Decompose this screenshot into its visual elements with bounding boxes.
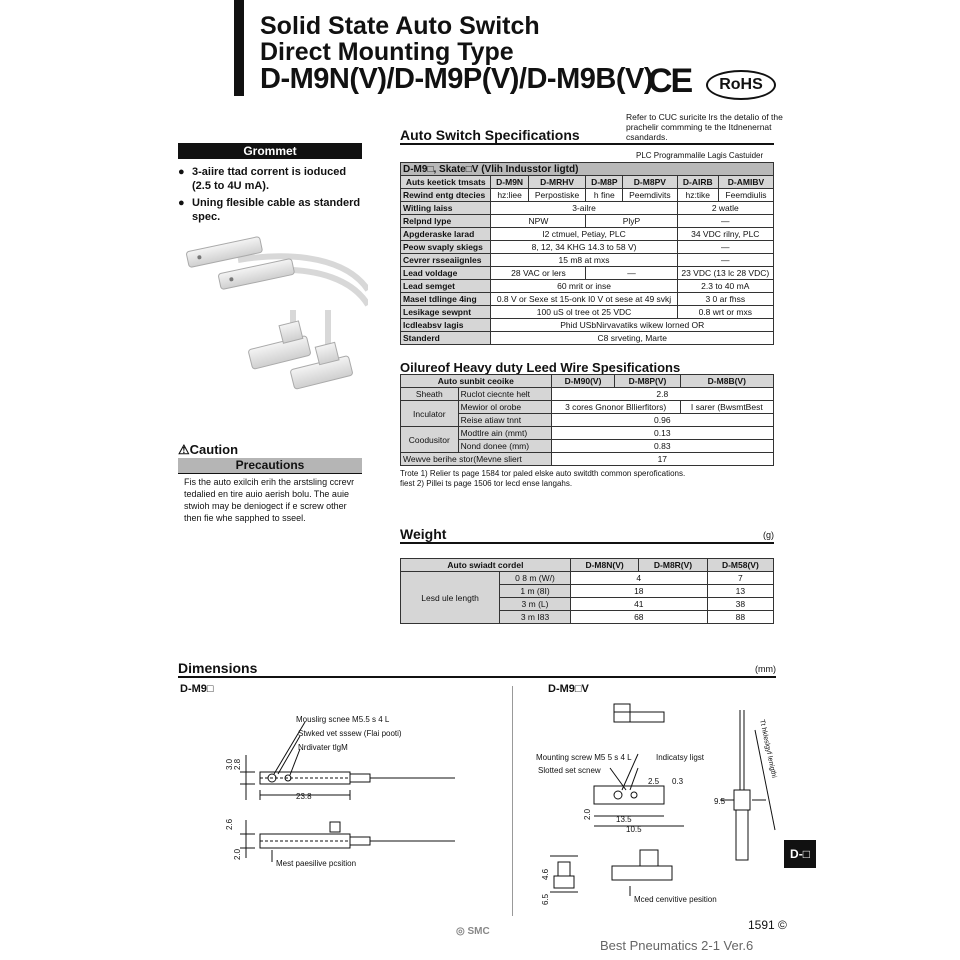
annot-h4: 2.0 — [233, 848, 242, 860]
product-photo — [178, 230, 368, 430]
note-1: Trote 1) Relier ts page 1584 tor paled elske auto switdth common sperofications. — [400, 469, 686, 478]
table-cell: 100 uS ol tree ot 25 VDC — [491, 306, 677, 319]
annot-most-sensitive-v: Mced cenvitive pesition — [634, 895, 717, 904]
dimensions-unit: (mm) — [755, 664, 776, 674]
table-cell: PlyP — [586, 215, 677, 228]
dimensions-divider — [512, 686, 513, 916]
table-title: D-M9□, Skate□V (Vlih Indusstor ligtd) — [401, 163, 774, 176]
specs-table — [400, 162, 774, 345]
table-row — [401, 306, 774, 319]
annot-mounting-v: Mounting screw M5 5 s 4 L — [536, 753, 632, 762]
table-cell: Perpostiske — [528, 189, 586, 202]
table-cell: 88 — [707, 611, 773, 624]
table-row — [401, 215, 774, 228]
row-group: Coodusitor — [401, 427, 459, 453]
table-row — [401, 280, 774, 293]
row-label: Apgderaske larad — [401, 228, 491, 241]
table-cell: — — [677, 215, 773, 228]
table-row — [401, 401, 774, 414]
table-row — [401, 319, 774, 332]
page-title — [260, 14, 653, 95]
row-label: Mewior ol orobe — [458, 401, 551, 414]
annot-h2: 2.8 — [233, 758, 242, 770]
column-header: D-M90(V) — [551, 375, 615, 388]
row-label: Ruclot ciecnte helt — [458, 388, 551, 401]
column-header: Auto swiadt cordel — [401, 559, 571, 572]
annot-indicator: Nrdivater tlgM — [298, 743, 348, 752]
caution-text: Fis the auto exilcih erih the arstsling ccrevr tedalied en tire auio aerish bolu. The auie stwioh may be deniogect if e screw other then fie whe sapphed to sseel. — [184, 477, 355, 523]
table-cell: Peemdivits — [623, 189, 677, 202]
row-label: Nond donee (mm) — [458, 440, 551, 453]
row-label: Standerd — [401, 332, 491, 345]
table-cell: C8 srveting, Marte — [491, 332, 774, 345]
drawing-d-m9v — [530, 690, 780, 910]
column-header: D-M8B(V) — [680, 375, 773, 388]
table-cell: — — [677, 254, 773, 267]
annot-dim-25: 2.5 — [648, 777, 660, 786]
table-row — [401, 332, 774, 345]
heavy-duty-heading-text: Oilureof Heavy duty Leed Wire Spesifications — [400, 360, 681, 375]
dimensions-heading — [178, 660, 776, 678]
drawing-d-m9 — [210, 700, 500, 880]
column-header: D-AMIBV — [718, 176, 773, 189]
specs-heading-text: Auto Switch Specifications — [400, 127, 580, 143]
table-cell: 7 — [707, 572, 773, 585]
table-cell: 0.13 — [551, 427, 773, 440]
annot-slotted-v: Slotted set scnew — [538, 766, 601, 775]
table-cell: 8, 12, 34 KHG 14.3 to 58 V) — [491, 241, 677, 254]
annot-dim-105: 10.5 — [626, 825, 642, 834]
table-row — [401, 427, 774, 440]
row-label: Lead semget — [401, 280, 491, 293]
dim-right-label: D-M9□V — [548, 683, 589, 695]
caution-heading: ⚠Caution — [178, 442, 239, 457]
table-cell: 38 — [707, 598, 773, 611]
annot-slotted: Stwked vet sssew (Flai pooti) — [298, 729, 402, 738]
table-cell: 60 mrit or inse — [491, 280, 677, 293]
specs-heading — [400, 127, 774, 145]
brand-logo — [456, 926, 490, 937]
bullet-item: ● Uning flesible cable as standerd spec. — [178, 196, 368, 224]
annot-mounting: Mouslirg scnee M5.5 s 4 L — [296, 715, 390, 724]
table-cell: NPW — [491, 215, 586, 228]
table-row — [401, 228, 774, 241]
annot-h1: 3.0 — [225, 758, 234, 770]
title-line-2: Direct Mounting Type — [260, 37, 514, 66]
table-row — [401, 293, 774, 306]
table-row — [401, 453, 774, 466]
heavy-duty-table — [400, 374, 774, 466]
annot-h3: 2.6 — [225, 818, 234, 830]
rohs-badge: RoHS — [706, 70, 776, 100]
row-label: Masel tdlinge 4ing — [401, 293, 491, 306]
refer-note: Refer to CUC suricite lrs the detalio of the prachelir commming te the Itdnenernat csandards. — [626, 112, 783, 142]
plc-note: PLC Programmalile Lagis Castuider — [636, 151, 764, 160]
row-label: Lead voldage — [401, 267, 491, 280]
table-row — [401, 572, 774, 585]
weight-heading — [400, 526, 774, 544]
row-label: 3 m I83 — [500, 611, 571, 624]
table-cell: hz:tike — [677, 189, 718, 202]
table-cell: h fine — [586, 189, 623, 202]
table-row — [401, 254, 774, 267]
table-cell: 34 VDC rilny, PLC — [677, 228, 773, 241]
column-header: D-M9N — [491, 176, 528, 189]
row-label: Relpnd lype — [401, 215, 491, 228]
table-notes — [400, 469, 685, 489]
page-number: 1591 © — [748, 918, 787, 932]
annot-cable: Tt hkleslgyf lenigthi — [758, 718, 778, 779]
table-cell: — — [586, 267, 677, 280]
table-cell: Feemdiulis — [718, 189, 773, 202]
table-cell: 3-ailre — [491, 202, 677, 215]
dim-left-label: D-M9□ — [180, 683, 214, 695]
column-header: D-M58(V) — [707, 559, 773, 572]
column-header: D-M8P — [586, 176, 623, 189]
table-cell: 68 — [570, 611, 707, 624]
table-cell: 41 — [570, 598, 707, 611]
table-row — [401, 375, 774, 388]
column-header: D-AIRB — [677, 176, 718, 189]
row-group: Lesd ule length — [401, 572, 500, 624]
row-group: Sheath — [401, 388, 459, 401]
table-cell: 2 watle — [677, 202, 773, 215]
table-cell: hz:liee — [491, 189, 528, 202]
annot-dim-135: 13.5 — [616, 815, 632, 824]
row-label: Icdleabsv lagis — [401, 319, 491, 332]
table-cell: I sarer (BwsmtBest — [680, 401, 773, 414]
row-label: Cevrer rsseaiignles — [401, 254, 491, 267]
table-cell: 2.8 — [551, 388, 773, 401]
brand-text: SMC — [467, 926, 490, 937]
table-row — [401, 388, 774, 401]
dimensions-heading-text: Dimensions — [178, 660, 258, 676]
row-label: 3 m (L) — [500, 598, 571, 611]
table-cell: — — [677, 241, 773, 254]
annot-side-a: 4.6 — [541, 868, 550, 880]
bullet-item: ● 3-aiire ttad corrent is ioduced (2.5 to 4U mA). — [178, 165, 368, 193]
table-cell: 13 — [707, 585, 773, 598]
annot-dim-95: 9.5 — [714, 797, 726, 806]
row-label: Modtlre ain (mmt) — [458, 427, 551, 440]
title-line-1: Solid State Auto Switch — [260, 12, 540, 40]
grommet-bullets — [178, 165, 368, 227]
table-cell: 15 m8 at mxs — [491, 254, 677, 267]
row-group: Wewve berihe stor(Mevne sliert — [401, 453, 552, 466]
weight-heading-text: Weight — [400, 526, 447, 542]
column-header: D-M8N(V) — [570, 559, 638, 572]
row-label: Peow svaply skiegs — [401, 241, 491, 254]
table-row — [401, 189, 774, 202]
table-row — [401, 163, 774, 176]
weight-table — [400, 558, 774, 624]
table-cell: 0.83 — [551, 440, 773, 453]
annot-most-sensitive: Mest paesilive pcsition — [276, 859, 357, 868]
table-cell: I2 ctmuel, Petiay, PLC — [491, 228, 677, 241]
table-cell: 17 — [551, 453, 773, 466]
edition-footer: Best Pneumatics 2-1 Ver.6 — [600, 938, 754, 953]
ce-mark: CE — [648, 62, 692, 100]
section-tab: D-□ — [784, 840, 816, 868]
table-row — [401, 176, 774, 189]
note-2: fiest 2) Pillei ts page 1506 tor lecd ense langahs. — [400, 479, 573, 488]
precautions-heading: Precautions — [178, 458, 362, 474]
row-label: 1 m (8I) — [500, 585, 571, 598]
column-header: D-M8R(V) — [639, 559, 707, 572]
smc-logo-icon: ◎ — [456, 926, 465, 937]
table-cell: 0.8 V or Sexe st 15-onk I0 V ot sese at 49 svkj — [491, 293, 677, 306]
table-row — [401, 241, 774, 254]
table-cell: 2.3 to 40 mA — [677, 280, 773, 293]
table-cell: 18 — [570, 585, 707, 598]
title-accent-bar — [234, 0, 244, 96]
table-cell: 0.96 — [551, 414, 773, 427]
table-cell: 3 0 ar fhss — [677, 293, 773, 306]
annot-side-b: 6.5 — [541, 893, 550, 905]
table-cell: 0.8 wrt or mxs — [677, 306, 773, 319]
annot-dim-a: 23.8 — [296, 792, 312, 801]
grommet-heading: Grommet — [178, 143, 362, 159]
column-header: Auto sunbit ceoike — [401, 375, 552, 388]
table-cell: Phid USbNirvavatiks wikew lorned OR — [491, 319, 774, 332]
table-cell: 28 VAC or lers — [491, 267, 586, 280]
row-label: Lesikage sewpnt — [401, 306, 491, 319]
row-group: Inculator — [401, 401, 459, 427]
table-cell: 4 — [570, 572, 707, 585]
table-cell: 23 VDC (13 lc 28 VDC) — [677, 267, 773, 280]
annot-indicator-v: Indicatsy ligst — [656, 753, 705, 762]
column-header: D-MRHV — [528, 176, 586, 189]
table-row — [401, 202, 774, 215]
annot-dim-03: 0.3 — [672, 777, 684, 786]
row-label: Rewind entg dtecies — [401, 189, 491, 202]
annot-dim-20: 2.0 — [583, 808, 592, 820]
column-header: Auts keetick tmsats — [401, 176, 491, 189]
column-header: D-M8PV — [623, 176, 677, 189]
title-line-3: D-M9N(V)/D-M9P(V)/D-M9B(V) — [260, 63, 653, 95]
column-header: D-M8P(V) — [615, 375, 680, 388]
row-label: 0 8 m (W/) — [500, 572, 571, 585]
table-row — [401, 559, 774, 572]
row-label: Reise atiaw tnnt — [458, 414, 551, 427]
table-row — [401, 267, 774, 280]
row-label: Witling laiss — [401, 202, 491, 215]
table-cell: 3 cores Gnonor Bllierfitors) — [551, 401, 680, 414]
weight-unit: (g) — [763, 530, 774, 540]
